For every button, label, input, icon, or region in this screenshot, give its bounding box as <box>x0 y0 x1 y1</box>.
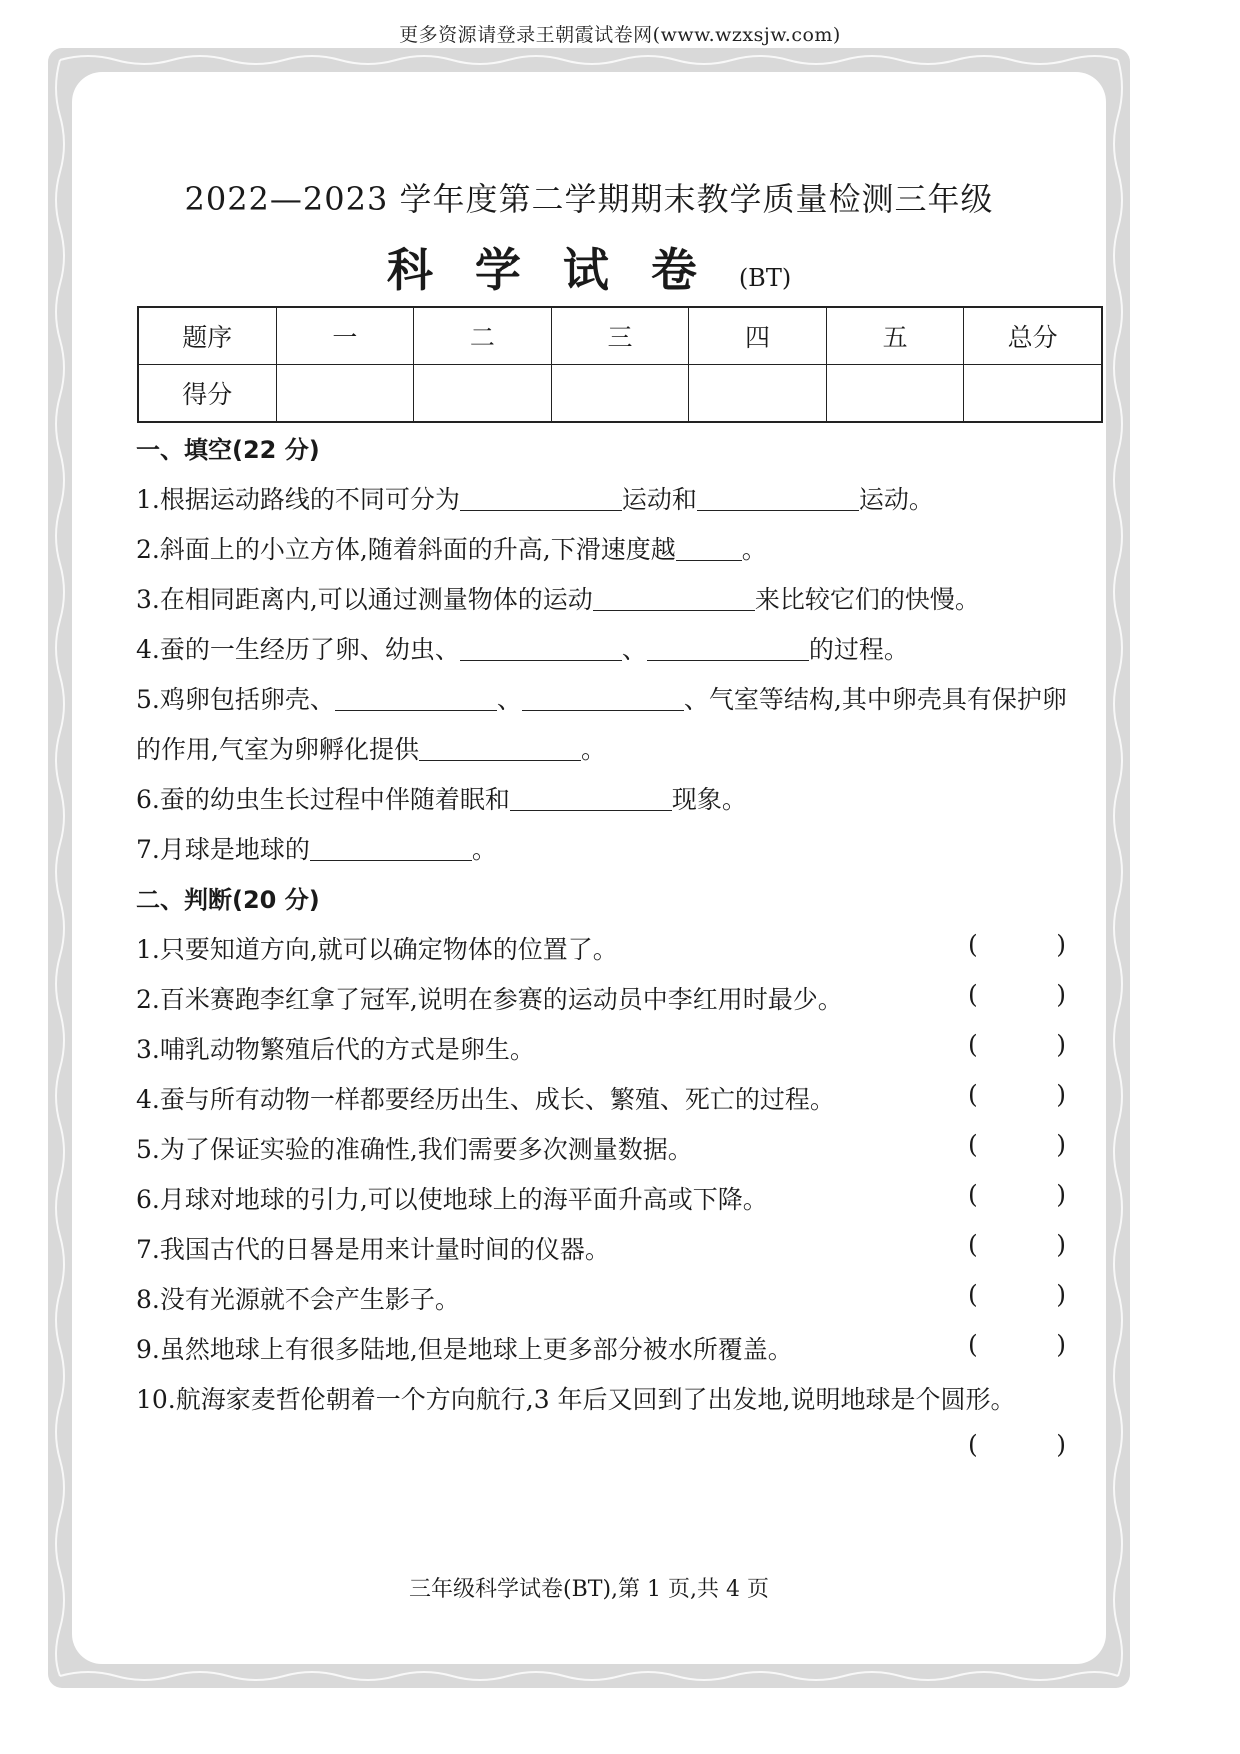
paren-open: ( <box>968 1330 978 1359</box>
fill-question-7 <box>136 830 497 866</box>
score-header-cell: 四 <box>689 307 827 365</box>
judge-question: 8.没有光源就不会产生影子。 <box>136 1285 460 1314</box>
score-table <box>137 306 1103 423</box>
judge-answer-box[interactable] <box>968 1430 1066 1459</box>
question-text: 、 <box>621 635 647 664</box>
page-footer: 三年级科学试卷(BT),第 1 页,共 4 页 <box>409 1577 769 1602</box>
question-text: 。 <box>741 535 767 564</box>
judge-question: 5.为了保证实验的准确性,我们需要多次测量数据。 <box>136 1135 693 1164</box>
answer-blank[interactable] <box>697 486 859 511</box>
question-text: 的作用,气室为卵孵化提供 <box>136 735 419 764</box>
exam-title-text: 科学试卷 <box>386 243 739 297</box>
exam-page <box>48 48 1130 1688</box>
paren-open: ( <box>968 1180 978 1209</box>
answer-blank[interactable] <box>676 536 742 561</box>
score-cell[interactable] <box>276 365 414 423</box>
answer-blank[interactable] <box>510 786 672 811</box>
paren-close: ) <box>1056 1230 1066 1259</box>
fill-question-5 <box>136 680 1067 716</box>
paren-open: ( <box>968 1280 978 1309</box>
paren-open: ( <box>968 1130 978 1159</box>
question-text: 6.蚕的幼虫生长过程中伴随着眠和 <box>136 785 510 814</box>
answer-blank[interactable] <box>647 636 809 661</box>
judge-answer-box[interactable] <box>968 1280 1066 1309</box>
fill-question-5-continued <box>136 730 606 766</box>
question-text: 7.月球是地球的 <box>136 835 310 864</box>
paren-open: ( <box>968 1230 978 1259</box>
answer-blank[interactable] <box>522 686 684 711</box>
score-header-cell: 三 <box>551 307 689 365</box>
fill-question-4 <box>136 630 909 666</box>
score-header-cell: 一 <box>276 307 414 365</box>
question-text: 5.鸡卵包括卵壳、 <box>136 685 335 714</box>
section-fill-blank-title: 一、填空(22 分) <box>136 436 320 464</box>
judge-question: 4.蚕与所有动物一样都要经历出生、成长、繁殖、死亡的过程。 <box>136 1085 835 1114</box>
fill-question-1 <box>136 480 934 516</box>
site-note: 更多资源请登录王朝霞试卷网(www.wzxsjw.com) <box>399 24 841 46</box>
judge-answer-box[interactable] <box>968 1180 1066 1209</box>
paren-close: ) <box>1056 1080 1066 1109</box>
question-text: 、气室等结构,其中卵壳具有保护卵 <box>683 685 1067 714</box>
paren-open: ( <box>968 1030 978 1059</box>
answer-blank[interactable] <box>310 836 472 861</box>
judge-answer-box[interactable] <box>968 980 1066 1009</box>
judge-answer-box[interactable] <box>968 1130 1066 1159</box>
judge-question: 1.只要知道方向,就可以确定物体的位置了。 <box>136 935 618 964</box>
paren-close: ) <box>1056 1330 1066 1359</box>
exam-title-suffix: (BT) <box>738 264 792 292</box>
paren-close: ) <box>1056 930 1066 959</box>
question-text: 现象。 <box>671 785 747 814</box>
answer-blank[interactable] <box>419 736 581 761</box>
score-header-cell: 总分 <box>964 307 1102 365</box>
exam-title <box>48 234 1130 300</box>
paren-close: ) <box>1056 1030 1066 1059</box>
question-text: 运动。 <box>858 485 934 514</box>
score-cell[interactable] <box>964 365 1102 423</box>
question-text: 的过程。 <box>808 635 909 664</box>
question-text: 运动和 <box>621 485 697 514</box>
paren-close: ) <box>1056 1280 1066 1309</box>
score-header-cell: 五 <box>826 307 964 365</box>
paren-close: ) <box>1056 980 1066 1009</box>
question-text: 。 <box>471 835 497 864</box>
score-cell[interactable] <box>689 365 827 423</box>
score-header-cell: 题序 <box>138 307 276 365</box>
judge-answer-box[interactable] <box>968 1330 1066 1359</box>
score-cell[interactable] <box>414 365 552 423</box>
score-table-score-row <box>138 365 1102 423</box>
score-cell[interactable] <box>826 365 964 423</box>
score-cell[interactable] <box>551 365 689 423</box>
paren-open: ( <box>968 1430 978 1459</box>
paren-open: ( <box>968 1080 978 1109</box>
judge-question: 9.虽然地球上有很多陆地,但是地球上更多部分被水所覆盖。 <box>136 1335 793 1364</box>
score-table-header-row <box>138 307 1102 365</box>
question-text: 、 <box>496 685 522 714</box>
judge-answer-box[interactable] <box>968 1080 1066 1109</box>
answer-blank[interactable] <box>593 586 755 611</box>
paren-close: ) <box>1056 1430 1066 1459</box>
question-text: 2.斜面上的小立方体,随着斜面的升高,下滑速度越 <box>136 535 676 564</box>
answer-blank[interactable] <box>460 636 622 661</box>
judge-question: 10.航海家麦哲伦朝着一个方向航行,3 年后又回到了出发地,说明地球是个圆形。 <box>136 1385 1016 1414</box>
score-row-label: 得分 <box>138 365 276 423</box>
judge-question: 2.百米赛跑李红拿了冠军,说明在参赛的运动员中李红用时最少。 <box>136 985 843 1014</box>
answer-blank[interactable] <box>335 686 497 711</box>
answer-blank[interactable] <box>460 486 622 511</box>
paren-close: ) <box>1056 1130 1066 1159</box>
score-header-cell: 二 <box>414 307 552 365</box>
judge-question: 7.我国古代的日晷是用来计量时间的仪器。 <box>136 1235 610 1264</box>
paren-open: ( <box>968 980 978 1009</box>
question-text: 4.蚕的一生经历了卵、幼虫、 <box>136 635 460 664</box>
question-text: 。 <box>580 735 606 764</box>
question-text: 3.在相同距离内,可以通过测量物体的运动 <box>136 585 593 614</box>
judge-question: 6.月球对地球的引力,可以使地球上的海平面升高或下降。 <box>136 1185 768 1214</box>
question-text: 1.根据运动路线的不同可分为 <box>136 485 460 514</box>
judge-answer-box[interactable] <box>968 930 1066 959</box>
question-text: 来比较它们的快慢。 <box>754 585 980 614</box>
fill-question-3 <box>136 580 980 616</box>
judge-answer-box[interactable] <box>968 1030 1066 1059</box>
judge-question: 3.哺乳动物繁殖后代的方式是卵生。 <box>136 1035 535 1064</box>
paren-open: ( <box>968 930 978 959</box>
fill-question-2 <box>136 530 767 566</box>
exam-subtitle: 2022—2023 学年度第二学期期末教学质量检测三年级 <box>184 180 994 218</box>
paren-close: ) <box>1056 1180 1066 1209</box>
fill-question-6 <box>136 780 747 816</box>
judge-answer-box[interactable] <box>968 1230 1066 1259</box>
section-judge-title: 二、判断(20 分) <box>136 886 320 914</box>
